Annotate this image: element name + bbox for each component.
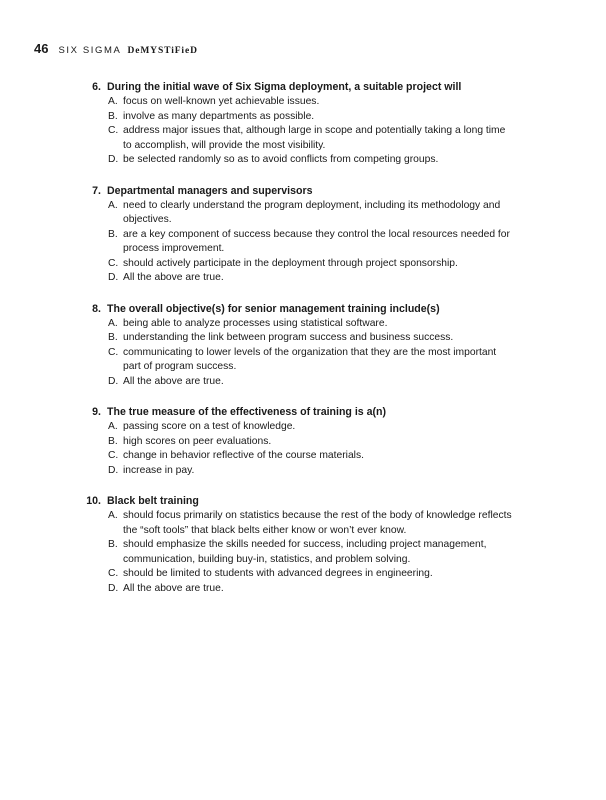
- question-number: 6.: [92, 81, 101, 93]
- question-heading: [0, 80, 606, 95]
- option-letter: A.: [108, 510, 118, 521]
- question-7: [0, 184, 606, 286]
- answer-options: [0, 509, 606, 596]
- option-text: should focus primarily on statistics because the rest of the body of knowledge reflects the “soft tools” that black belts either know or won’t ever know.: [123, 510, 512, 536]
- option-c: [0, 257, 515, 272]
- option-text: All the above are true.: [123, 582, 224, 594]
- option-text: All the above are true.: [123, 272, 224, 283]
- option-a: [0, 317, 515, 332]
- page-header: [34, 41, 198, 55]
- question-number: 8.: [92, 302, 101, 315]
- option-letter: B.: [108, 435, 118, 447]
- question-text: During the initial wave of Six Sigma deployment, a suitable project will: [107, 81, 462, 93]
- option-text: All the above are true.: [123, 375, 224, 387]
- option-text: are a key component of success because they control the local resources needed for process improvement.: [123, 228, 510, 254]
- option-letter: B.: [108, 332, 118, 343]
- option-text: change in behavior reflective of the course materials.: [123, 450, 364, 461]
- question-heading: [0, 302, 606, 317]
- option-letter: B.: [108, 228, 118, 240]
- question-text: The overall objective(s) for senior management training include(s): [107, 302, 440, 315]
- option-a: [0, 509, 515, 538]
- option-text: communicating to lower levels of the organization that they are the most important part of program success.: [123, 346, 497, 372]
- question-heading: [0, 405, 606, 420]
- question-10: [0, 494, 606, 596]
- page-number: 46: [34, 41, 49, 56]
- option-letter: C.: [108, 568, 119, 579]
- option-b: [0, 435, 515, 450]
- option-text: should be limited to students with advanced degrees in engineering.: [123, 568, 433, 579]
- option-letter: C.: [108, 346, 119, 358]
- option-a: [0, 199, 515, 228]
- option-letter: D.: [108, 582, 119, 594]
- option-letter: B.: [108, 539, 118, 550]
- option-letter: D.: [108, 464, 119, 476]
- option-text: understanding the link between program success and business success.: [123, 332, 454, 343]
- option-letter: A.: [108, 421, 118, 432]
- option-letter: B.: [108, 110, 118, 122]
- option-c: [0, 567, 515, 582]
- question-8: [0, 302, 606, 390]
- option-letter: A.: [108, 96, 118, 107]
- option-text: address major issues that, although large in scope and potentially taking a long time to accomplish, will provide the most visibility.: [123, 125, 506, 151]
- option-c: [0, 449, 515, 464]
- option-letter: D.: [108, 154, 119, 165]
- question-number: 10.: [86, 495, 101, 507]
- question-number: 7.: [92, 184, 101, 197]
- option-c: [0, 346, 515, 375]
- question-text: Departmental managers and supervisors: [107, 184, 313, 197]
- option-letter: C.: [108, 450, 119, 461]
- answer-options: [0, 420, 606, 478]
- option-text: should emphasize the skills needed for success, including project management, communication, building buy-in, statistics, and problem solving.: [123, 539, 487, 565]
- option-d: [0, 153, 515, 168]
- option-letter: A.: [108, 317, 118, 329]
- option-text: being able to analyze processes using statistical software.: [123, 317, 388, 329]
- option-a: [0, 95, 515, 110]
- option-text: passing score on a test of knowledge.: [123, 421, 296, 432]
- question-9: [0, 405, 606, 478]
- option-a: [0, 420, 515, 435]
- option-b: [0, 228, 515, 257]
- option-text: increase in pay.: [123, 464, 195, 476]
- answer-options: [0, 199, 606, 286]
- answer-options: [0, 317, 606, 390]
- option-b: [0, 538, 515, 567]
- option-text: high scores on peer evaluations.: [123, 435, 272, 447]
- question-6: [0, 80, 606, 168]
- question-text: The true measure of the effectiveness of training is a(n): [107, 406, 387, 418]
- option-letter: C.: [108, 125, 119, 136]
- running-subtitle: DeMYSTiFieD: [127, 46, 198, 56]
- option-d: [0, 271, 515, 286]
- option-letter: D.: [108, 375, 119, 387]
- option-letter: A.: [108, 199, 118, 211]
- option-b: [0, 110, 515, 125]
- question-list: [0, 80, 606, 612]
- running-title: SIX SIGMA: [58, 45, 122, 56]
- option-text: need to clearly understand the program deployment, including its methodology and objectives.: [123, 199, 501, 225]
- answer-options: [0, 95, 606, 168]
- option-text: focus on well-known yet achievable issues.: [123, 96, 320, 107]
- option-d: [0, 464, 515, 479]
- option-d: [0, 375, 515, 390]
- option-d: [0, 582, 515, 597]
- option-text: be selected randomly so as to avoid conflicts from competing groups.: [123, 154, 439, 165]
- question-number: 9.: [92, 406, 101, 418]
- question-text: Black belt training: [107, 495, 199, 507]
- option-letter: C.: [108, 257, 119, 269]
- question-heading: [0, 184, 606, 199]
- option-b: [0, 331, 515, 346]
- option-text: involve as many departments as possible.: [123, 110, 315, 122]
- option-text: should actively participate in the deployment through project sponsorship.: [123, 257, 458, 269]
- option-c: [0, 124, 515, 153]
- option-letter: D.: [108, 272, 119, 283]
- question-heading: [0, 494, 606, 509]
